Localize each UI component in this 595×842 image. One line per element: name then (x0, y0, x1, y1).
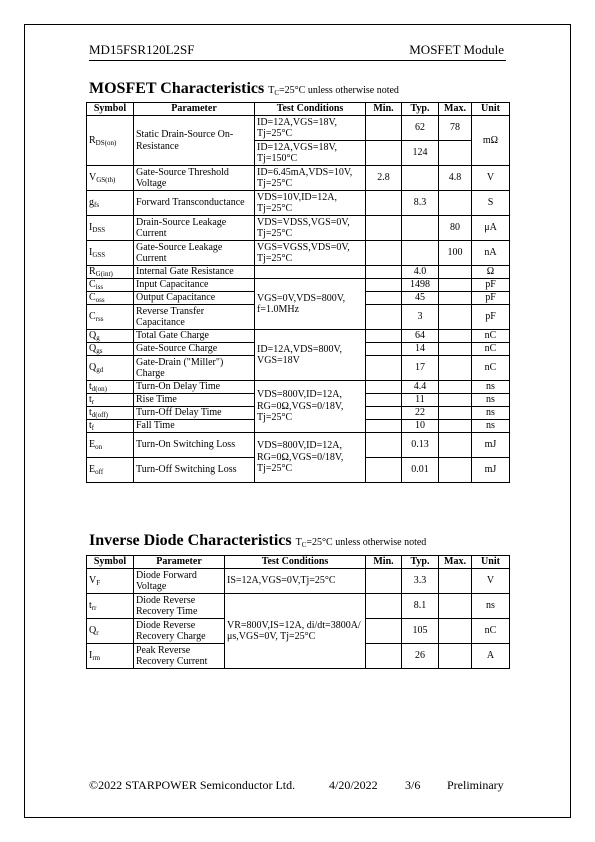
table-row (87, 433, 510, 458)
min-cell: 2.8 (366, 166, 402, 191)
min-cell (366, 381, 402, 394)
parameter-cell: Diode Forward Voltage (134, 569, 225, 594)
test-conditions-cell: VDS=800V,ID=12A, RG=0Ω,VGS=0/18V, Tj=25°C (255, 433, 366, 483)
table-row (87, 330, 510, 343)
unit-cell: μA (472, 216, 510, 241)
unit-cell: pF (472, 305, 510, 330)
min-cell (366, 279, 402, 292)
mosfet-header-row (87, 103, 510, 116)
typ-cell: 26 (402, 644, 439, 669)
footer-page-number: 3/6 (405, 778, 421, 792)
unit-cell: ns (472, 594, 510, 619)
typ-cell: 64 (402, 330, 439, 343)
typ-cell: 11 (402, 394, 439, 407)
min-cell (366, 330, 402, 343)
table-row (87, 116, 510, 141)
min-cell (366, 141, 402, 166)
symbol-cell: $t_r$ (87, 394, 134, 407)
col-parameter: Parameter (134, 556, 225, 569)
typ-cell: 4.4 (402, 381, 439, 394)
min-cell (366, 266, 402, 279)
max-cell (439, 191, 472, 216)
min-cell (366, 420, 402, 433)
table-row (87, 381, 510, 394)
test-conditions-cell: VDS=VDSS,VGS=0V, Tj=25°C (255, 216, 366, 241)
symbol-cell: $R_{DS(on)}$ (87, 116, 134, 166)
col-parameter: Parameter (134, 103, 255, 116)
symbol-cell: $Q_r$ (87, 619, 134, 644)
parameter-cell: Turn-Off Switching Loss (134, 458, 255, 483)
symbol-cell: $E_{on}$ (87, 433, 134, 458)
table-row (87, 191, 510, 216)
unit-cell: mJ (472, 433, 510, 458)
test-conditions-cell: VDS=10V,ID=12A, Tj=25°C (255, 191, 366, 216)
symbol-cell: $Q_{gs}$ (87, 343, 134, 356)
max-cell (439, 433, 472, 458)
typ-cell: 105 (402, 619, 439, 644)
typ-cell (402, 216, 439, 241)
parameter-cell: Peak Reverse Recovery Current (134, 644, 225, 669)
parameter-cell: Internal Gate Resistance (134, 266, 255, 279)
parameter-cell: Turn-Off Delay Time (134, 407, 255, 420)
typ-cell: 124 (402, 141, 439, 166)
min-cell (366, 292, 402, 305)
parameter-cell: Output Capacitance (134, 292, 255, 305)
unit-cell: pF (472, 292, 510, 305)
min-cell (366, 356, 402, 381)
typ-cell: 17 (402, 356, 439, 381)
max-cell (439, 458, 472, 483)
col-max: Max. (439, 103, 472, 116)
typ-cell: 1498 (402, 279, 439, 292)
typ-cell: 45 (402, 292, 439, 305)
footer-copyright: ©2022 STARPOWER Semiconductor Ltd. (89, 778, 296, 792)
typ-cell: 3.3 (402, 569, 439, 594)
test-conditions-cell (255, 266, 366, 279)
max-cell (439, 594, 472, 619)
symbol-cell: $V_F$ (87, 569, 134, 594)
col-min: Min. (366, 556, 402, 569)
symbol-cell: $I_{DSS}$ (87, 216, 134, 241)
min-cell (366, 191, 402, 216)
col-min: Min. (366, 103, 402, 116)
table-row (87, 241, 510, 266)
symbol-cell: $Q_{gd}$ (87, 356, 134, 381)
max-cell: 100 (439, 241, 472, 266)
max-cell (439, 420, 472, 433)
typ-cell (402, 166, 439, 191)
max-cell (439, 141, 472, 166)
test-conditions-cell: VR=800V,IS=12A, di/dt=3800A/μs,VGS=0V, Tj=25°C (225, 594, 366, 669)
unit-cell: ns (472, 407, 510, 420)
module-type: MOSFET Module (409, 42, 504, 57)
table-row (87, 569, 510, 594)
max-cell (439, 394, 472, 407)
col-test-conditions: Test Conditions (225, 556, 366, 569)
parameter-cell: Fall Time (134, 420, 255, 433)
unit-cell: ns (472, 420, 510, 433)
max-cell (439, 279, 472, 292)
diode-header-row (87, 556, 510, 569)
typ-cell: 3 (402, 305, 439, 330)
min-cell (366, 433, 402, 458)
parameter-cell: Input Capacitance (134, 279, 255, 292)
unit-cell: Ω (472, 266, 510, 279)
col-max: Max. (439, 556, 472, 569)
typ-cell (402, 241, 439, 266)
min-cell (366, 241, 402, 266)
symbol-cell: $V_{GS(th)}$ (87, 166, 134, 191)
test-conditions-cell: VGS=VGSS,VDS=0V, Tj=25°C (255, 241, 366, 266)
col-typ: Typ. (402, 556, 439, 569)
max-cell (439, 644, 472, 669)
min-cell (366, 594, 402, 619)
symbol-cell: $R_{G(int)}$ (87, 266, 134, 279)
max-cell (439, 343, 472, 356)
parameter-cell: Gate-Source Charge (134, 343, 255, 356)
col-symbol: Symbol (87, 103, 134, 116)
test-conditions-cell: IS=12A,VGS=0V,Tj=25°C (225, 569, 366, 594)
col-unit: Unit (472, 103, 510, 116)
diode-section-title: Inverse Diode Characteristics (89, 532, 292, 549)
unit-cell: ns (472, 394, 510, 407)
max-cell (439, 292, 472, 305)
symbol-cell: $C_{iss}$ (87, 279, 134, 292)
max-cell (439, 356, 472, 381)
min-cell (366, 619, 402, 644)
parameter-cell: Reverse Transfer Capacitance (134, 305, 255, 330)
typ-cell: 62 (402, 116, 439, 141)
max-cell (439, 330, 472, 343)
typ-cell: 0.13 (402, 433, 439, 458)
typ-cell: 4.0 (402, 266, 439, 279)
unit-cell: S (472, 191, 510, 216)
min-cell (366, 458, 402, 483)
max-cell: 80 (439, 216, 472, 241)
test-conditions-cell: VGS=0V,VDS=800V, f=1.0MHz (255, 279, 366, 330)
parameter-cell: Static Drain-Source On-Resistance (134, 116, 255, 166)
max-cell (439, 619, 472, 644)
min-cell (366, 644, 402, 669)
mosfet-section-condition: $T_C=25^\circ C$ unless otherwise noted (268, 85, 399, 97)
typ-cell: 8.1 (402, 594, 439, 619)
parameter-cell: Turn-On Switching Loss (134, 433, 255, 458)
symbol-cell: $C_{oss}$ (87, 292, 134, 305)
test-conditions-cell: ID=12A,VGS=18V, Tj=150°C (255, 141, 366, 166)
typ-cell: 22 (402, 407, 439, 420)
unit-cell: V (472, 569, 510, 594)
table-row (87, 216, 510, 241)
table-row (87, 279, 510, 292)
typ-cell: 0.01 (402, 458, 439, 483)
parameter-cell: Diode Reverse Recovery Charge (134, 619, 225, 644)
min-cell (366, 116, 402, 141)
min-cell (366, 394, 402, 407)
typ-cell: 10 (402, 420, 439, 433)
header-rule (89, 60, 506, 61)
mosfet-section-heading (89, 80, 399, 98)
test-conditions-cell: ID=12A,VGS=18V, Tj=25°C (255, 116, 366, 141)
typ-cell: 8.3 (402, 191, 439, 216)
symbol-cell: $E_{off}$ (87, 458, 134, 483)
unit-cell: nC (472, 343, 510, 356)
unit-cell: V (472, 166, 510, 191)
unit-cell: nC (472, 619, 510, 644)
test-conditions-cell: ID=12A,VDS=800V, VGS=18V (255, 330, 366, 381)
min-cell (366, 305, 402, 330)
max-cell (439, 407, 472, 420)
unit-cell: nC (472, 356, 510, 381)
diode-characteristics-table (86, 555, 510, 669)
diode-section-heading (89, 532, 426, 550)
footer-date: 4/20/2022 (329, 778, 378, 792)
max-cell: 78 (439, 116, 472, 141)
unit-cell: mΩ (472, 116, 510, 166)
col-typ: Typ. (402, 103, 439, 116)
symbol-cell: $Q_g$ (87, 330, 134, 343)
parameter-cell: Diode Reverse Recovery Time (134, 594, 225, 619)
max-cell (439, 305, 472, 330)
max-cell (439, 569, 472, 594)
min-cell (366, 343, 402, 356)
footer-status: Preliminary (447, 778, 504, 792)
min-cell (366, 216, 402, 241)
col-symbol: Symbol (87, 556, 134, 569)
mosfet-characteristics-table (86, 102, 510, 483)
typ-cell: 14 (402, 343, 439, 356)
symbol-cell: $t_{d(on)}$ (87, 381, 134, 394)
test-conditions-cell: ID=6.45mA,VDS=10V, Tj=25°C (255, 166, 366, 191)
unit-cell: nA (472, 241, 510, 266)
part-number: MD15FSR120L2SF (89, 42, 195, 57)
parameter-cell: Gate-Source Threshold Voltage (134, 166, 255, 191)
symbol-cell: $t_{d(off)}$ (87, 407, 134, 420)
parameter-cell: Gate-Drain ("Miller") Charge (134, 356, 255, 381)
col-unit: Unit (472, 556, 510, 569)
symbol-cell: $I_{rm}$ (87, 644, 134, 669)
unit-cell: pF (472, 279, 510, 292)
table-row (87, 594, 510, 619)
parameter-cell: Total Gate Charge (134, 330, 255, 343)
unit-cell: ns (472, 381, 510, 394)
parameter-cell: Rise Time (134, 394, 255, 407)
max-cell: 4.8 (439, 166, 472, 191)
min-cell (366, 569, 402, 594)
max-cell (439, 266, 472, 279)
symbol-cell: $I_{GSS}$ (87, 241, 134, 266)
diode-section-condition: $T_C=25^\circ C$ unless otherwise noted (295, 537, 427, 549)
symbol-cell: $t_f$ (87, 420, 134, 433)
table-row (87, 266, 510, 279)
symbol-cell: $t_{rr}$ (87, 594, 134, 619)
max-cell (439, 381, 472, 394)
min-cell (366, 407, 402, 420)
parameter-cell: Forward Transconductance (134, 191, 255, 216)
mosfet-section-title: MOSFET Characteristics (89, 80, 265, 97)
parameter-cell: Drain-Source Leakage Current (134, 216, 255, 241)
parameter-cell: Gate-Source Leakage Current (134, 241, 255, 266)
table-row (87, 166, 510, 191)
test-conditions-cell: VDS=800V,ID=12A, RG=0Ω,VGS=0/18V, Tj=25°C (255, 381, 366, 433)
parameter-cell: Turn-On Delay Time (134, 381, 255, 394)
symbol-cell: $g_{fs}$ (87, 191, 134, 216)
symbol-cell: $C_{rss}$ (87, 305, 134, 330)
unit-cell: mJ (472, 458, 510, 483)
unit-cell: A (472, 644, 510, 669)
unit-cell: nC (472, 330, 510, 343)
col-test-conditions: Test Conditions (255, 103, 366, 116)
